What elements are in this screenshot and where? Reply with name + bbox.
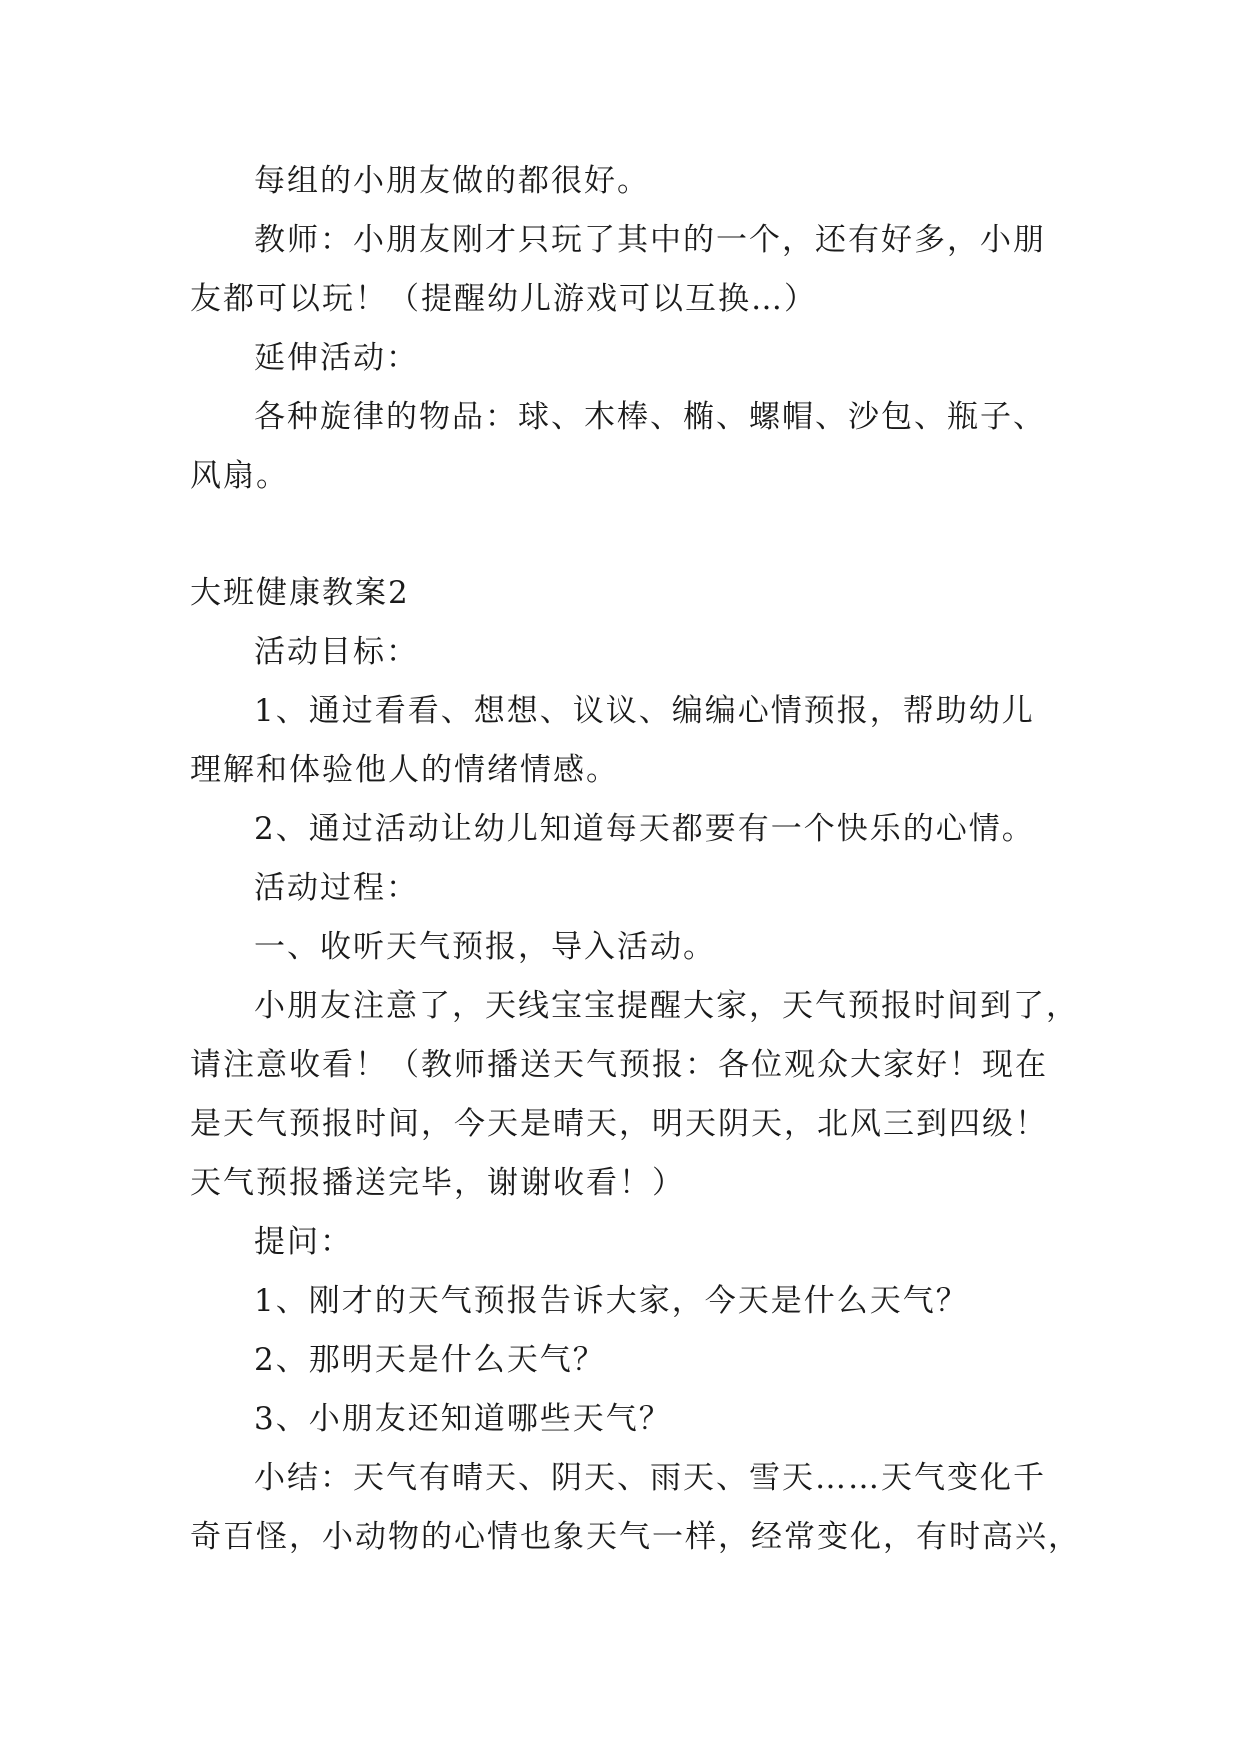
paragraph-line: 是天气预报时间，今天是晴天，明天阴天，北风三到四级！ bbox=[190, 1106, 1048, 1142]
paragraph-line: 教师：小朋友刚才只玩了其中的一个，还有好多，小朋 bbox=[254, 222, 1046, 258]
paragraph-line: 活动过程： bbox=[254, 870, 419, 906]
paragraph-line: 理解和体验他人的情绪情感。 bbox=[190, 752, 619, 788]
section-title: 大班健康教案2 bbox=[190, 575, 410, 611]
paragraph-line: 小结：天气有晴天、阴天、雨天、雪天……天气变化千 bbox=[254, 1460, 1046, 1496]
paragraph-line: 天气预报播送完毕，谢谢收看！） bbox=[190, 1165, 685, 1201]
paragraph-line: 1、刚才的天气预报告诉大家，今天是什么天气？ bbox=[254, 1283, 969, 1319]
paragraph-line: 2、通过活动让幼儿知道每天都要有一个快乐的心情。 bbox=[254, 811, 1035, 847]
paragraph-line: 每组的小朋友做的都很好。 bbox=[254, 163, 650, 199]
paragraph-line: 请注意收看！（教师播送天气预报：各位观众大家好！现在 bbox=[190, 1047, 1048, 1083]
paragraph-line: 3、小朋友还知道哪些天气？ bbox=[254, 1401, 672, 1437]
paragraph-line: 各种旋律的物品：球、木棒、椭、螺帽、沙包、瓶子、 bbox=[254, 399, 1046, 435]
paragraph-line: 奇百怪，小动物的心情也象天气一样，经常变化，有时高兴， bbox=[190, 1519, 1081, 1555]
paragraph-line: 活动目标： bbox=[254, 634, 419, 670]
paragraph-line: 风扇。 bbox=[190, 458, 289, 494]
paragraph-line: 延伸活动： bbox=[254, 340, 419, 376]
paragraph-line: 小朋友注意了，天线宝宝提醒大家，天气预报时间到了， bbox=[254, 988, 1079, 1024]
paragraph-line: 一、收听天气预报，导入活动。 bbox=[254, 929, 716, 965]
paragraph-line: 提问： bbox=[254, 1224, 353, 1260]
paragraph-line: 2、那明天是什么天气？ bbox=[254, 1342, 606, 1378]
paragraph-line: 友都可以玩！（提醒幼儿游戏可以互换…） bbox=[190, 281, 817, 317]
paragraph-line: 1、通过看看、想想、议议、编编心情预报，帮助幼儿 bbox=[254, 693, 1035, 729]
